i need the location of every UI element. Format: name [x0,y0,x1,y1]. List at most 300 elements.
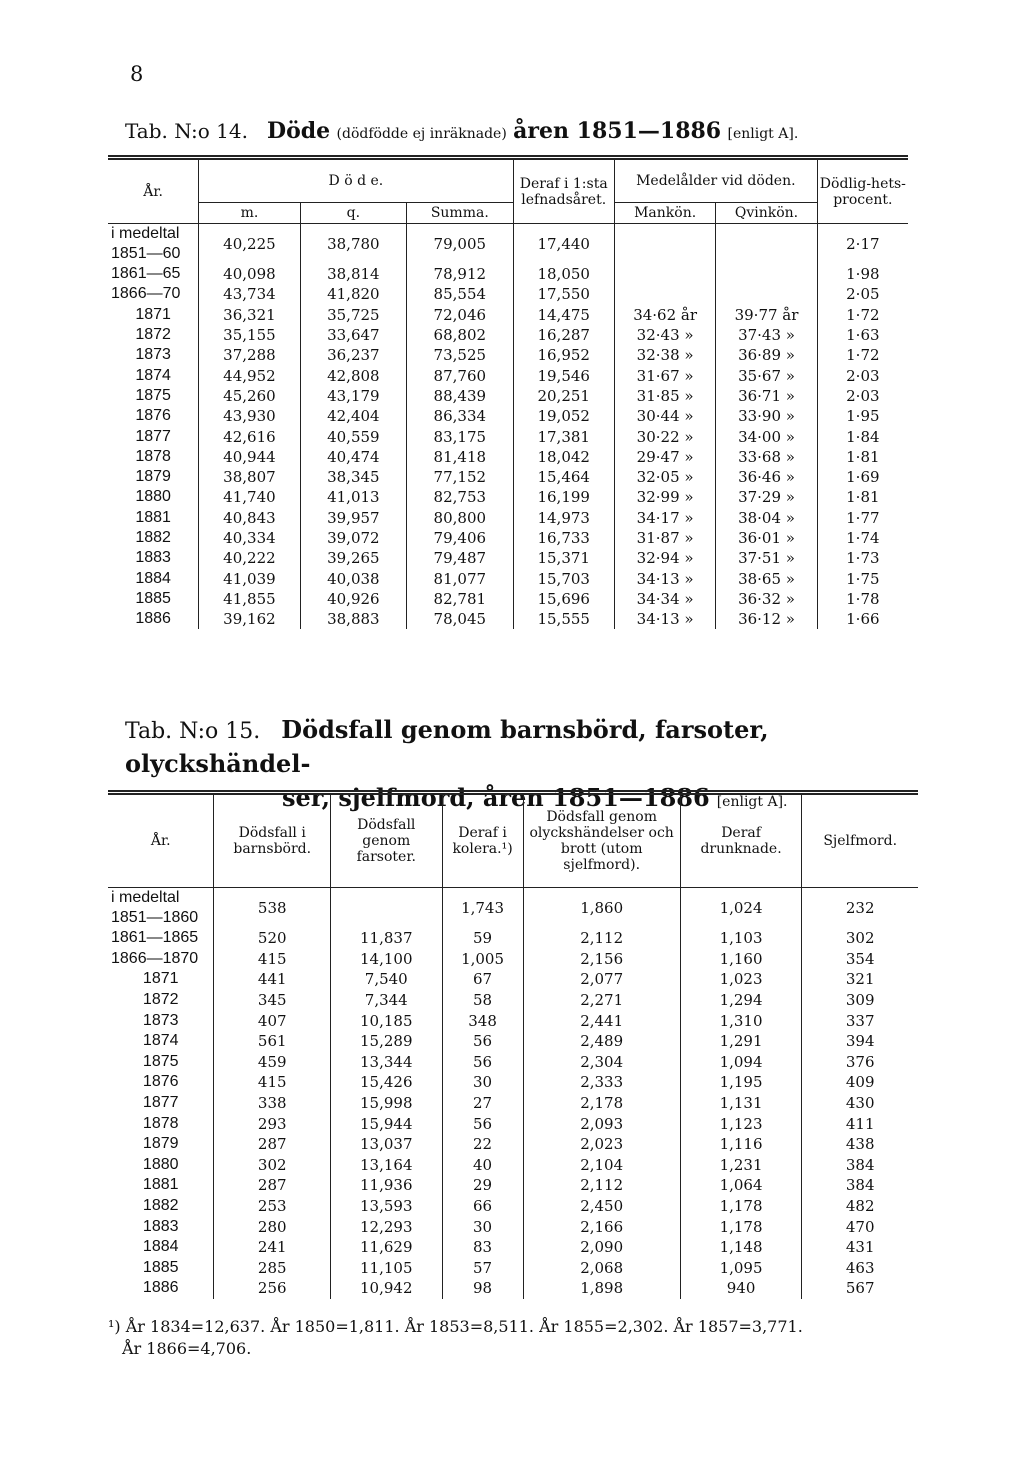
cell-q: 40,926 [300,589,406,609]
row-year: 1883 [108,548,199,568]
cell-first-year: 15,696 [513,589,614,609]
row-year: 1873 [108,1010,214,1031]
cell-cholera: 66 [442,1196,523,1217]
cell-summa: 80,800 [407,508,513,528]
cell-m: 41,039 [199,568,300,588]
cell-first-year: 16,287 [513,325,614,345]
cell-epidemic: 13,164 [331,1155,443,1176]
col-epidemic-header: Dödsfall genom farsoter. [331,793,443,888]
col-drowned-header: Deraf drunknade. [680,793,802,888]
cell-epidemic: 13,344 [331,1052,443,1073]
cell-suicide: 438 [845,1135,875,1154]
row-year: 1882 [108,1196,214,1217]
row-year: 1878 [108,1113,214,1134]
cell-childbirth: 241 [214,1237,331,1258]
row-year: 1874 [108,1031,214,1052]
cell-m: 40,225 [199,224,300,265]
cell-accident: 2,441 [523,1010,680,1031]
cell-m: 41,740 [199,487,300,507]
cell-drowned: 1,064 [680,1175,802,1196]
table-row [108,589,908,609]
cell-mankon: 34·34 » [614,589,715,609]
cell-cholera: 1,005 [442,949,523,970]
cell-epidemic: 7,540 [331,969,443,990]
col-year-header: År. [108,158,199,224]
cell-summa: 78,045 [407,609,513,629]
cell-summa: 68,802 [407,325,513,345]
cell-drowned: 1,195 [680,1072,802,1093]
cell-cholera: 56 [442,1031,523,1052]
cell-qvinkon: 37·51 » [716,548,817,568]
cell-first-year: 16,733 [513,528,614,548]
cell-mortality: 1·84 [846,427,880,446]
cell-accident: 2,271 [523,990,680,1011]
table-row [108,609,908,629]
table-row [108,305,908,325]
cell-mankon: 32·99 » [614,487,715,507]
cell-q: 38,814 [300,264,406,284]
row-year: 1885 [108,589,199,609]
row-year-range: 1851—1860 [111,909,199,926]
cell-m: 42,616 [199,426,300,446]
row-year-label: i medeltal [111,889,180,906]
table-14-source: [enligt A]. [727,126,799,142]
row-year: 1883 [108,1216,214,1237]
cell-q: 43,179 [300,386,406,406]
cell-suicide: 384 [845,1176,875,1195]
cell-summa: 77,152 [407,467,513,487]
cell-childbirth: 407 [214,1010,331,1031]
cell-childbirth: 561 [214,1031,331,1052]
cell-m: 43,734 [199,284,300,304]
cell-accident: 2,077 [523,969,680,990]
cell-accident: 1,860 [523,888,680,929]
cell-first-year: 16,199 [513,487,614,507]
table-14-years: åren 1851—1886 [513,118,722,144]
cell-qvinkon: 36·32 » [716,589,817,609]
cell-drowned: 1,178 [680,1196,802,1217]
col-q-header: q. [300,203,406,224]
table-row [108,949,918,970]
cell-mortality: 1·73 [846,549,880,568]
cell-childbirth: 287 [214,1175,331,1196]
cell-mankon: 31·87 » [614,528,715,548]
table-row [108,1093,918,1114]
cell-mankon: 30·44 » [614,406,715,426]
cell-mortality: 1·72 [846,305,880,324]
table-row [108,365,908,385]
cell-qvinkon: 34·00 » [716,426,817,446]
cell-cholera: 30 [442,1072,523,1093]
cell-cholera: 1,743 [442,888,523,929]
row-year: 1876 [108,406,199,426]
cell-q: 41,820 [300,284,406,304]
cell-q: 38,345 [300,467,406,487]
cell-summa: 88,439 [407,386,513,406]
table-14-title [125,118,798,144]
table-row [108,487,908,507]
table-row [108,467,908,487]
cell-mortality: 1·98 [846,265,880,284]
col-mortality-header: Dödlig-hets-procent. [817,158,908,224]
table-row [108,548,908,568]
cell-m: 44,952 [199,365,300,385]
cell-cholera: 98 [442,1278,523,1299]
row-year: 1872 [108,325,199,345]
cell-first-year: 15,371 [513,548,614,568]
cell-cholera: 40 [442,1155,523,1176]
cell-drowned: 1,023 [680,969,802,990]
cell-suicide: 470 [845,1217,875,1236]
cell-mortality: 1·95 [846,407,880,426]
cell-mortality: 1·66 [846,610,880,629]
cell-accident: 2,450 [523,1196,680,1217]
cell-first-year: 20,251 [513,386,614,406]
table-row [108,1113,918,1134]
cell-suicide: 354 [845,949,875,968]
cell-suicide: 430 [845,1094,875,1113]
cell-drowned: 1,148 [680,1237,802,1258]
cell-first-year: 19,546 [513,365,614,385]
cell-summa: 81,077 [407,568,513,588]
cell-accident: 2,178 [523,1093,680,1114]
cell-cholera: 83 [442,1237,523,1258]
cell-epidemic: 10,185 [331,1010,443,1031]
row-year: 1877 [108,1093,214,1114]
col-m-header: m. [199,203,300,224]
footnote-line-2: År 1866=4,706. [122,1339,252,1358]
cell-drowned: 1,024 [680,888,802,929]
table-row [108,1031,918,1052]
cell-accident: 2,333 [523,1072,680,1093]
cell-summa: 73,525 [407,345,513,365]
row-year: 1872 [108,990,214,1011]
cell-cholera: 27 [442,1093,523,1114]
cell-qvinkon: 39·77 år [716,305,817,325]
cell-qvinkon [716,224,817,265]
cell-mankon: 29·47 » [614,447,715,467]
row-year: 1874 [108,365,199,385]
col-cholera-header: Deraf i kolera.¹) [442,793,523,888]
cell-qvinkon [716,284,817,304]
cell-first-year: 15,555 [513,609,614,629]
cell-m: 41,855 [199,589,300,609]
cell-suicide: 321 [845,970,875,989]
cell-accident: 2,112 [523,1175,680,1196]
cell-m: 35,155 [199,325,300,345]
cell-qvinkon: 37·43 » [716,325,817,345]
row-year: 1881 [108,1175,214,1196]
table-14-note: (dödfödde ej inräknade) [336,126,507,142]
table-15-heading-line1: Dödsfall genom barnsbörd, farsoter, olyckshändel- [125,715,769,778]
cell-cholera: 56 [442,1052,523,1073]
cell-drowned: 1,294 [680,990,802,1011]
cell-first-year: 14,973 [513,508,614,528]
row-year [108,888,214,929]
table-row [108,1175,918,1196]
cell-accident: 2,304 [523,1052,680,1073]
cell-first-year: 17,440 [513,224,614,265]
cell-mortality: 1·78 [846,589,880,608]
cell-epidemic: 14,100 [331,949,443,970]
cell-mortality: 2·03 [846,386,880,405]
cell-mortality: 1·81 [846,488,880,507]
table-15-body [108,888,918,1299]
cell-drowned: 1,310 [680,1010,802,1031]
cell-cholera: 30 [442,1216,523,1237]
cell-accident: 2,093 [523,1113,680,1134]
col-suicide-header: Sjelfmord. [802,793,918,888]
row-year: 1882 [108,528,199,548]
row-year: 1875 [108,386,199,406]
cell-accident: 1,898 [523,1278,680,1299]
table-row [108,1134,918,1155]
cell-qvinkon [716,264,817,284]
cell-q: 39,957 [300,508,406,528]
cell-accident: 2,023 [523,1134,680,1155]
table-row [108,426,908,446]
table-14-heading: Döde [267,118,331,144]
cell-qvinkon: 36·89 » [716,345,817,365]
cell-summa: 79,487 [407,548,513,568]
cell-mankon [614,264,715,284]
row-year: 1886 [108,609,199,629]
cell-childbirth: 345 [214,990,331,1011]
cell-qvinkon: 36·46 » [716,467,817,487]
row-year: 1880 [108,487,199,507]
cell-childbirth: 302 [214,1155,331,1176]
cell-mankon: 32·43 » [614,325,715,345]
cell-childbirth: 520 [214,928,331,949]
cell-qvinkon: 33·68 » [716,447,817,467]
cell-m: 38,807 [199,467,300,487]
col-dode-header: D ö d e. [199,158,513,203]
cell-q: 40,474 [300,447,406,467]
footnote-line-1: ¹) År 1834=12,637. År 1850=1,811. År 1853=8,511. År 1855=2,302. År 1857=3,771. [108,1317,803,1336]
cell-mankon [614,284,715,304]
cell-cholera: 56 [442,1113,523,1134]
cell-first-year: 18,042 [513,447,614,467]
cell-childbirth: 253 [214,1196,331,1217]
table-14 [108,155,908,629]
cell-drowned: 1,160 [680,949,802,970]
cell-drowned: 1,178 [680,1216,802,1237]
table-row [108,447,908,467]
cell-drowned: 1,095 [680,1258,802,1279]
cell-q: 40,038 [300,568,406,588]
table-row [108,969,918,990]
cell-q: 39,265 [300,548,406,568]
row-year: 1871 [108,969,214,990]
footnote [108,1316,928,1360]
row-year: 1875 [108,1052,214,1073]
cell-accident: 2,104 [523,1155,680,1176]
cell-epidemic [331,888,443,929]
cell-mankon: 34·13 » [614,568,715,588]
table-14-number: Tab. N:o 14. [125,119,248,143]
cell-mortality: 1·81 [846,447,880,466]
cell-suicide: 302 [845,929,875,948]
col-mankon-header: Mankön. [614,203,715,224]
cell-m: 40,098 [199,264,300,284]
row-year: 1861—65 [108,264,199,284]
cell-epidemic: 15,426 [331,1072,443,1093]
cell-mankon [614,224,715,265]
cell-accident: 2,166 [523,1216,680,1237]
cell-epidemic: 11,837 [331,928,443,949]
cell-m: 40,944 [199,447,300,467]
row-year: 1866—1870 [108,949,214,970]
cell-drowned: 1,123 [680,1113,802,1134]
cell-suicide: 431 [845,1238,875,1257]
cell-first-year: 17,381 [513,426,614,446]
cell-drowned: 940 [680,1278,802,1299]
table-row [108,508,908,528]
cell-childbirth: 280 [214,1216,331,1237]
cell-cholera: 29 [442,1175,523,1196]
table-row [108,284,908,304]
cell-epidemic: 15,998 [331,1093,443,1114]
cell-q: 38,883 [300,609,406,629]
cell-mortality: 1·69 [846,468,880,487]
cell-suicide: 232 [845,899,875,917]
cell-q: 39,072 [300,528,406,548]
cell-epidemic: 15,289 [331,1031,443,1052]
cell-epidemic: 13,037 [331,1134,443,1155]
table-row [108,1196,918,1217]
cell-qvinkon: 36·71 » [716,386,817,406]
cell-summa: 85,554 [407,284,513,304]
cell-m: 39,162 [199,609,300,629]
table-row [108,990,918,1011]
cell-q: 33,647 [300,325,406,345]
cell-suicide: 337 [845,1011,875,1030]
cell-summa: 78,912 [407,264,513,284]
col-year-header-15: År. [108,793,214,888]
cell-q: 41,013 [300,487,406,507]
cell-qvinkon: 38·04 » [716,508,817,528]
cell-epidemic: 12,293 [331,1216,443,1237]
cell-epidemic: 15,944 [331,1113,443,1134]
cell-suicide: 376 [845,1052,875,1071]
row-year: 1861—1865 [108,928,214,949]
cell-qvinkon: 38·65 » [716,568,817,588]
cell-childbirth: 415 [214,1072,331,1093]
cell-childbirth: 338 [214,1093,331,1114]
row-year: 1878 [108,447,199,467]
cell-epidemic: 11,936 [331,1175,443,1196]
cell-mortality: 1·74 [846,529,880,547]
cell-mankon: 32·94 » [614,548,715,568]
cell-cholera: 67 [442,969,523,990]
table-row [108,1072,918,1093]
table-row [108,528,908,548]
table-row [108,1052,918,1073]
cell-suicide: 463 [845,1258,875,1277]
table-15-number: Tab. N:o 15. [125,719,261,744]
table-row [108,325,908,345]
row-year: 1871 [108,305,199,325]
row-year: 1879 [108,1134,214,1155]
row-year: 1886 [108,1278,214,1299]
cell-m: 43,930 [199,406,300,426]
cell-first-year: 14,475 [513,305,614,325]
cell-drowned: 1,131 [680,1093,802,1114]
cell-first-year: 17,550 [513,284,614,304]
cell-childbirth: 287 [214,1134,331,1155]
cell-drowned: 1,231 [680,1155,802,1176]
row-year-range: 1851—60 [111,245,181,262]
cell-cholera: 348 [442,1010,523,1031]
cell-drowned: 1,116 [680,1134,802,1155]
cell-cholera: 59 [442,928,523,949]
cell-mortality: 1·77 [846,508,880,527]
cell-summa: 81,418 [407,447,513,467]
cell-first-year: 18,050 [513,264,614,284]
cell-m: 40,334 [199,528,300,548]
row-year: 1884 [108,568,199,588]
cell-mortality: 1·72 [846,346,880,365]
cell-mankon: 34·62 år [614,305,715,325]
cell-drowned: 1,291 [680,1031,802,1052]
cell-epidemic: 11,629 [331,1237,443,1258]
table-row [108,1155,918,1176]
table-row [108,568,908,588]
row-year: 1881 [108,508,199,528]
cell-mankon: 31·85 » [614,386,715,406]
cell-mankon: 30·22 » [614,426,715,446]
cell-mortality: 2·17 [846,235,880,253]
cell-suicide: 384 [845,1155,875,1174]
row-year: 1873 [108,345,199,365]
cell-summa: 87,760 [407,365,513,385]
cell-mankon: 34·13 » [614,609,715,629]
cell-mankon: 32·05 » [614,467,715,487]
cell-suicide: 567 [845,1279,875,1298]
table-15 [108,790,918,1299]
table-row [108,1010,918,1031]
cell-summa: 79,406 [407,528,513,548]
cell-childbirth: 459 [214,1052,331,1073]
page-number: 8 [130,62,144,86]
cell-m: 36,321 [199,305,300,325]
row-year: 1885 [108,1258,214,1279]
cell-qvinkon: 36·12 » [716,609,817,629]
table-15-heading-line2: ser, sjelfmord, åren 1851—1886 [282,783,710,812]
row-year: 1876 [108,1072,214,1093]
cell-q: 36,237 [300,345,406,365]
col-summa-header: Summa. [407,203,513,224]
cell-summa: 82,753 [407,487,513,507]
cell-childbirth: 415 [214,949,331,970]
cell-summa: 83,175 [407,426,513,446]
cell-summa: 72,046 [407,305,513,325]
cell-qvinkon: 36·01 » [716,528,817,548]
cell-drowned: 1,103 [680,928,802,949]
cell-accident: 2,156 [523,949,680,970]
cell-summa: 79,005 [407,224,513,265]
row-year: 1880 [108,1155,214,1176]
table-row [108,264,908,284]
table-row [108,1237,918,1258]
cell-first-year: 15,703 [513,568,614,588]
cell-q: 35,725 [300,305,406,325]
col-first-year-header: Deraf i 1:sta lefnadsåret. [513,158,614,224]
cell-q: 42,404 [300,406,406,426]
cell-accident: 2,090 [523,1237,680,1258]
cell-q: 38,780 [300,224,406,265]
col-mean-age-header: Medelålder vid döden. [614,158,817,203]
